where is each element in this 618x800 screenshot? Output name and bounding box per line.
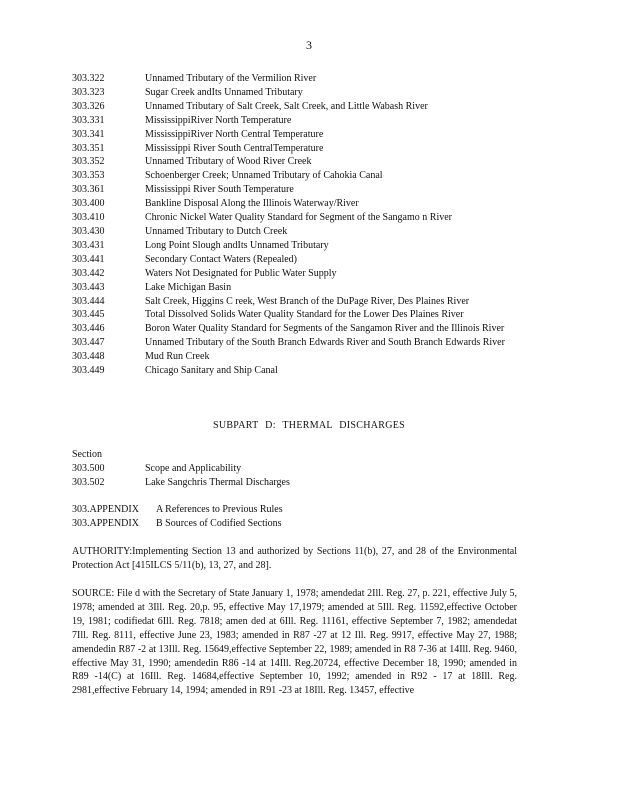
toc-entry-number: 303.446 xyxy=(72,323,105,335)
toc-entry xyxy=(72,281,542,295)
toc-entry-number: 303.444 xyxy=(72,295,105,307)
appendix-list xyxy=(72,503,542,531)
toc-entry-title: Mud Run Creek xyxy=(145,351,210,363)
section-entry-title: Scope and Applicability xyxy=(145,462,242,474)
toc-entry-title: Salt Creek, Higgins C reek, West Branch of the DuPage River, Des Plaines River xyxy=(145,295,470,307)
toc-entry-title: Unnamed Tributary of the South Branch Edwards River and South Branch Edwards River xyxy=(145,337,505,349)
toc-entry xyxy=(72,225,542,239)
toc-entry xyxy=(72,86,542,100)
toc-entry-title: Unnamed Tributary to Dutch Creek xyxy=(145,225,288,237)
toc-entry xyxy=(72,336,542,350)
section-entry xyxy=(72,476,542,490)
appendix-entry xyxy=(72,503,542,517)
toc-entry-title: Unnamed Tributary of Salt Creek, Salt Creek, and Little Wabash River xyxy=(145,100,428,112)
toc-entry xyxy=(72,183,542,197)
toc-entry-number: 303.431 xyxy=(72,239,105,251)
authority-paragraph: AUTHORITY:Implementing Section 13 and authorized by Sections 11(b), 27, and 28 of the Environmental Protection Act [415ILCS 5/11(b), 13, 27, and 28]. xyxy=(72,546,517,571)
toc-entry-number: 303.351 xyxy=(72,142,105,154)
toc-entry xyxy=(72,350,542,364)
toc-entry-title: MississippiRiver North Temperature xyxy=(145,114,292,126)
toc-entry xyxy=(72,72,542,86)
appendix-entry xyxy=(72,517,542,531)
toc-entry xyxy=(72,169,542,183)
toc-entry xyxy=(72,253,542,267)
toc-entry xyxy=(72,211,542,225)
toc-entry xyxy=(72,239,542,253)
toc-entry-title: Boron Water Quality Standard for Segments of the Sangamon River and the Illinois River xyxy=(145,323,505,335)
page-number: 3 xyxy=(306,38,312,52)
toc-entry-number: 303.445 xyxy=(72,309,105,321)
toc-entry-title: Secondary Contact Waters (Repealed) xyxy=(145,253,298,265)
toc-entry xyxy=(72,114,542,128)
toc-entry-title: Unnamed Tributary of the Vermilion River xyxy=(145,73,317,84)
toc-entry-title: Bankline Disposal Along the Illinois Waterway/River xyxy=(145,198,359,210)
toc-entry-title: Schoenberger Creek; Unnamed Tributary of Cahokia Canal xyxy=(145,170,383,182)
table-of-contents xyxy=(72,72,542,378)
toc-entry-number: 303.331 xyxy=(72,114,105,126)
section-entry-number: 303.502 xyxy=(72,476,105,488)
toc-entry-number: 303.443 xyxy=(72,281,105,293)
appendix-entry-title: B Sources of Codified Sections xyxy=(156,517,282,529)
toc-entry xyxy=(72,128,542,142)
toc-entry xyxy=(72,267,542,281)
toc-entry-number: 303.352 xyxy=(72,156,105,168)
toc-entry xyxy=(72,364,542,378)
toc-entry-number: 303.410 xyxy=(72,212,105,224)
toc-entry xyxy=(72,308,542,322)
subpart-d-sections xyxy=(72,448,542,490)
toc-entry-title: Lake Michigan Basin xyxy=(145,281,232,293)
toc-entry-number: 303.430 xyxy=(72,225,105,237)
toc-entry-number: 303.353 xyxy=(72,170,105,182)
toc-entry xyxy=(72,322,542,336)
toc-entry xyxy=(72,142,542,156)
toc-entry-number: 303.361 xyxy=(72,184,105,196)
toc-entry xyxy=(72,197,542,211)
appendix-entry-number: 303.APPENDIX xyxy=(72,504,139,515)
toc-entry-title: Long Point Slough andIts Unnamed Tributary xyxy=(145,239,329,251)
toc-entry-title: Mississippi River South CentralTemperature xyxy=(145,142,324,154)
toc-entry-title: MississippiRiver North Central Temperature xyxy=(145,128,324,140)
appendix-entry-title: A References to Previous Rules xyxy=(156,504,283,515)
toc-entry-title: Sugar Creek andIts Unnamed Tributary xyxy=(145,86,303,98)
toc-entry-number: 303.323 xyxy=(72,86,105,98)
appendix-entry-number: 303.APPENDIX xyxy=(72,517,139,529)
section-entry-number: 303.500 xyxy=(72,462,105,474)
section-entry-title: Lake Sangchris Thermal Discharges xyxy=(145,476,290,488)
toc-entry xyxy=(72,100,542,114)
toc-entry-number: 303.341 xyxy=(72,128,105,140)
toc-entry-number: 303.322 xyxy=(72,73,105,84)
section-label: Section xyxy=(72,449,102,460)
toc-entry xyxy=(72,155,542,169)
toc-entry-title: Waters Not Designated for Public Water Supply xyxy=(145,267,337,279)
toc-entry-number: 303.447 xyxy=(72,337,105,349)
source-paragraph: SOURCE: File d with the Secretary of State January 1, 1978; amendedat 2Ill. Reg. 27, p. 221, effective July 5, 1978; amended at 3Ill. Reg. 20,p. 95, effective May 17,1979; amended at 5Ill. Reg. 11592,effective October 19, 1981; codifiedat 6Ill. Reg. 7818; amen ded at 6Ill. Reg. 11161, effective September 7, 1982; amendedat 7Ill. Reg. 8111, effective June 23, 1983; amended in R87 -27 at 12 Ill. Reg. 9917, effective May 27, 1988; amendedin R87 -2 at 13Ill. Reg. 15649,effective September 22, 1989; amended in R8 7-36 at 14Ill. Reg. 9460, effective May 31, 1990; amendedin R86 -14 at 14Ill. Reg.20724, effective December 18, 1990; amended in R89 -14(C) at 16Ill. Reg. 14684,effective September 10, 1992; amended in R92 - 17 at 18Ill. Reg. 2981,effective February 14, 1994; amended in R91 -23 at 18Ill. Reg. 13457, effective xyxy=(72,588,517,697)
toc-entry-number: 303.442 xyxy=(72,267,105,279)
toc-entry-number: 303.400 xyxy=(72,198,105,210)
toc-entry-title: Unnamed Tributary of Wood River Creek xyxy=(145,156,312,168)
toc-entry-title: Chronic Nickel Water Quality Standard for Segment of the Sangamo n River xyxy=(145,212,452,224)
toc-entry-number: 303.448 xyxy=(72,351,105,363)
toc-entry-number: 303.441 xyxy=(72,253,105,265)
sections-list xyxy=(72,462,542,490)
toc-entry-number: 303.326 xyxy=(72,100,105,112)
toc-entry xyxy=(72,295,542,309)
toc-entry-title: Total Dissolved Solids Water Quality Standard for the Lower Des Plaines River xyxy=(145,309,464,321)
toc-entry-number: 303.449 xyxy=(72,365,105,377)
toc-entry-title: Mississippi River South Temperature xyxy=(145,184,294,196)
subpart-heading: SUBPART D: THERMAL DISCHARGES xyxy=(212,420,406,431)
toc-entry-title: Chicago Sanitary and Ship Canal xyxy=(145,365,278,377)
section-entry xyxy=(72,462,542,476)
